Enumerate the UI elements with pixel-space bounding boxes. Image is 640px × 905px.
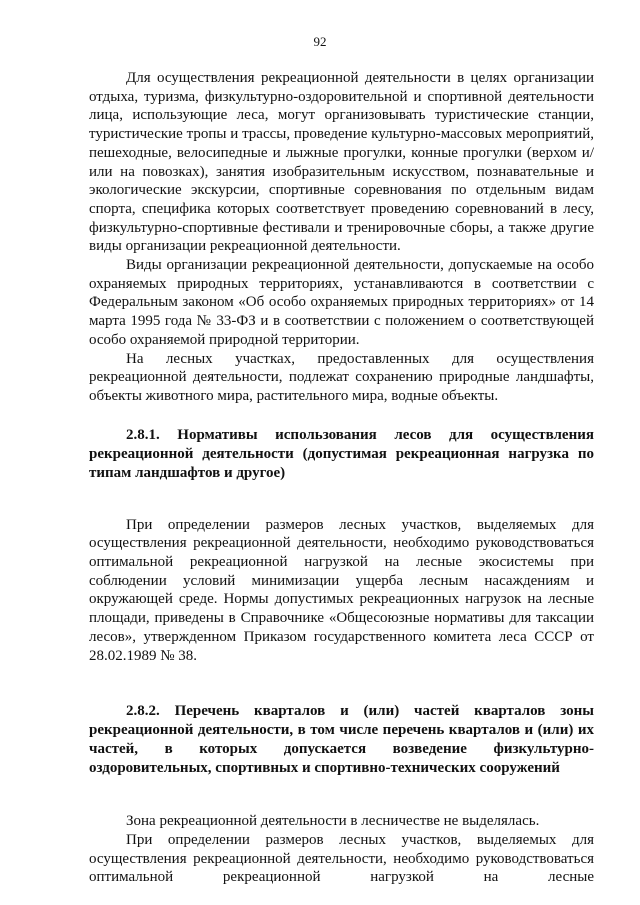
document-body xyxy=(89,69,594,887)
spacer xyxy=(89,483,594,516)
spacer xyxy=(89,665,594,702)
paragraph-zone-not-allocated: Зона рекреационной деятельности в лесничестве не выделялась. xyxy=(126,813,540,830)
paragraph-recreational-load-norms: При определении размеров лесных участков, выделяемых для осуществления рекреационной деятельности, необходимо руководствоваться оптимальной рекреационной нагрузкой на лесные экосистемы при соблюдении условий минимизации ущерба лесным насаждениям и окружающей среде. Нормы допустимых рекреационных нагрузок на лесные площади, приведены в Справочнике «Общесоюзные нормативы для таксации лесов», утвержденном Приказом государственного комитета леса СССР от 28.02.1989 № 38. xyxy=(89,516,594,664)
section-heading-2-8-1: 2.8.1. Нормативы использования лесов для осуществления рекреационной деятельности (допустимая рекреационная нагрузка по типам ландшафтов и другое) xyxy=(89,426,594,481)
paragraph-protected-territories: Виды организации рекреационной деятельности, допускаемые на особо охраняемых природных территориях, устанавливаются в соответствии с Федеральным законом «Об особо охраняемых природных территориях» от 14 марта 1995 года № 33-ФЗ и в соответствии с положением о соответствующей особо охраняемой природной территории. xyxy=(89,257,594,348)
page-number: 92 xyxy=(313,34,327,49)
section-heading-2-8-2: 2.8.2. Перечень кварталов и (или) частей кварталов зоны рекреационной деятельности, в том числе перечень кварталов и (или) их частей, в которых допускается возведение физкультурно-оздоровительных, спортивных и спортивно-технических сооружений xyxy=(89,703,594,777)
paragraph-plot-size-determination: При определении размеров лесных участков, выделяемых для осуществления рекреационной деятельности, необходимо руководствоваться оптимальной рекреационной нагрузкой на лесные xyxy=(89,831,594,886)
paragraph-landscape-preservation: На лесных участках, предоставленных для осуществления рекреационной деятельности, подлежат сохранению природные ландшафты, объекты животного мира, растительного мира, водные объекты. xyxy=(89,350,594,404)
paragraph-recreation-purposes: Для осуществления рекреационной деятельности в целях организации отдыха, туризма, физкультурно-оздоровительной и спортивной деятельности лица, использующие леса, могут организовывать туристические станции, туристические тропы и трассы, проведение культурно-массовых мероприятий, пешеходные, велосипедные и лыжные прогулки, конные прогулки (верхом и/или на повозках), занятия изобразительным искусством, познавательные и экологические экскурсии, спортивные соревнования по отдельным видам спорта, специфика которых соответствует проведению соревнований в лесу, физкультурно-спортивные фестивали и тренировочные сборы, а также другие виды организации рекреационной деятельности. xyxy=(89,70,594,255)
spacer xyxy=(89,778,594,812)
spacer xyxy=(89,406,594,426)
